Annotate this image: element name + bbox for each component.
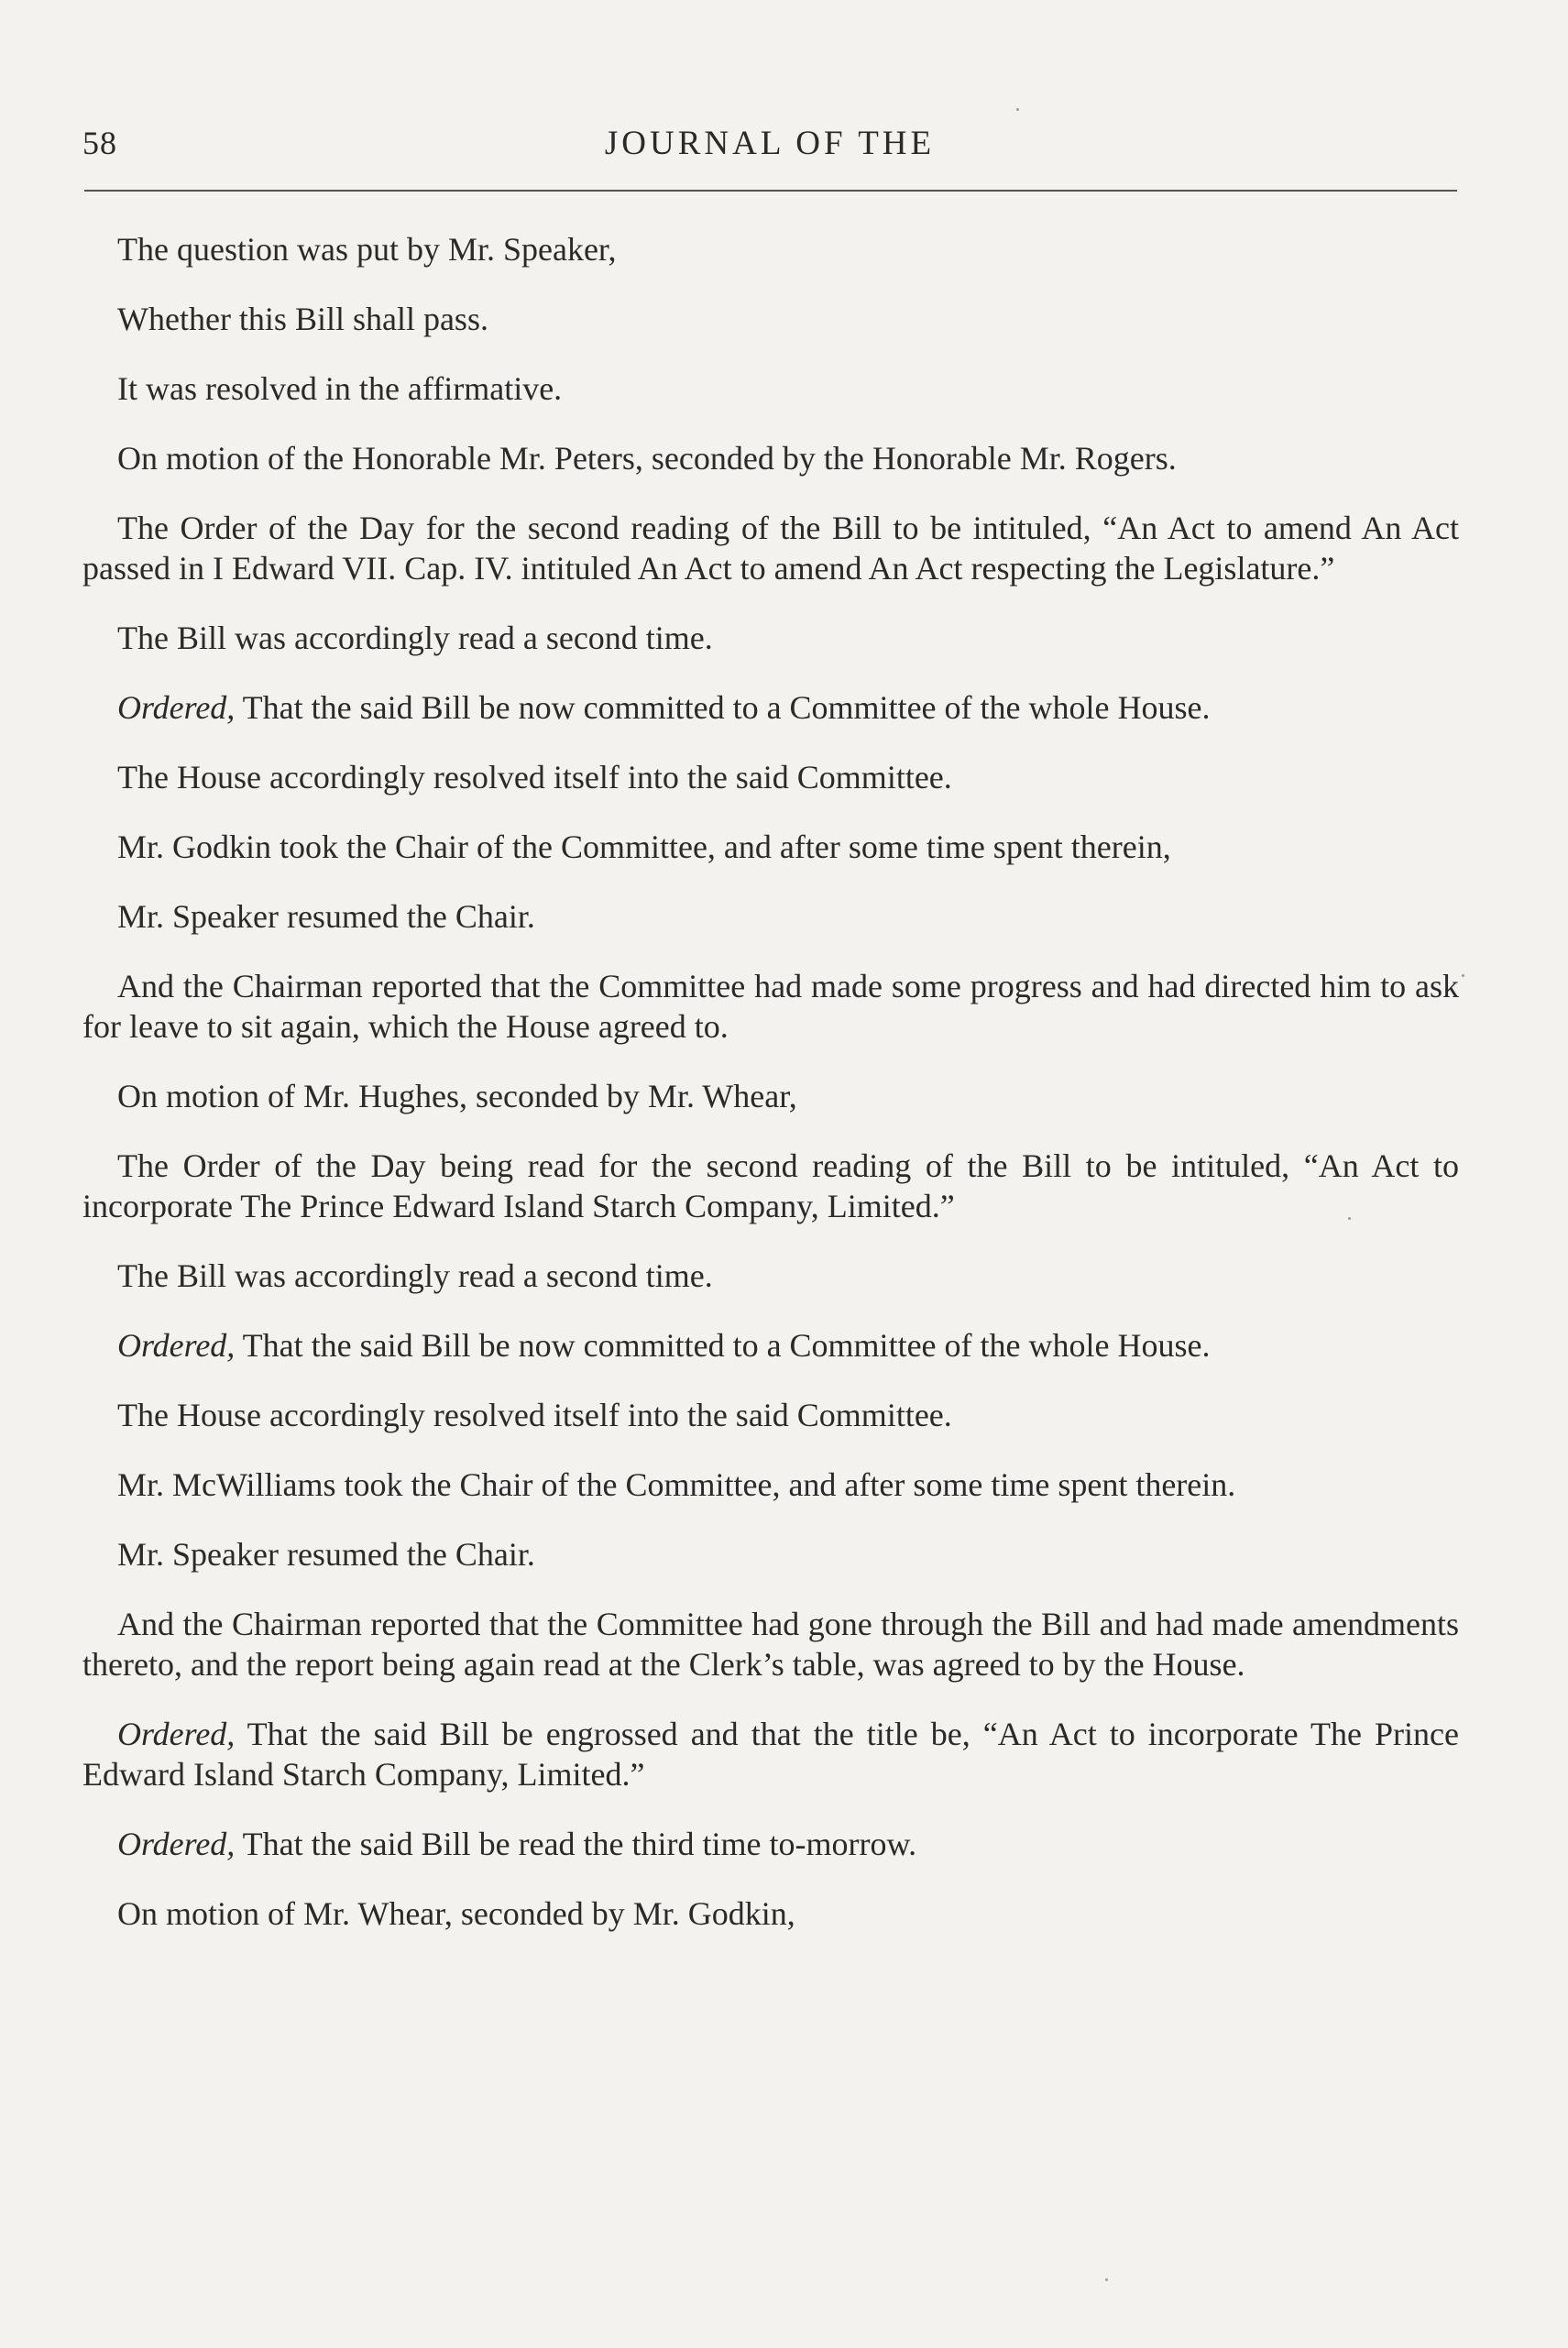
paragraph-text: Mr. Speaker resumed the Chair. [117,1536,535,1573]
paragraph-text: Mr. McWilliams took the Chair of the Committee, and after some time spent therein. [117,1466,1236,1503]
ordered-lead: Ordered, [117,1327,236,1364]
paragraph-text: The Order of the Day for the second reading of the Bill to be intituled, “An Act to amend An Act passed in I Edward VII. Cap. IV. intituled An Act to amend An Act respecting the Legislature.” [82,510,1459,587]
paragraph-text: The House accordingly resolved itself into the said Committee. [117,759,952,795]
page-number: 58 [82,125,117,161]
paragraph-text: Mr. Speaker resumed the Chair. [117,898,535,935]
paragraph-text: The Order of the Day being read for the second reading of the Bill to be intituled, “An Act to incorporate The Prince Edward Island Starch Company, Limited.” [82,1147,1459,1224]
paragraph [82,1824,1459,1864]
paragraph-text: And the Chairman reported that the Committee had made some progress and had directed him to ask for leave to sit again, which the House agreed to. [82,968,1459,1045]
paragraph-text: That the said Bill be read the third time to-morrow. [235,1826,917,1862]
paragraph [82,438,1459,478]
paragraph-text: The Bill was accordingly read a second time. [117,1257,713,1294]
paragraph [82,508,1459,588]
paper-speck [1462,974,1464,977]
paragraph-text: That the said Bill be now committed to a Committee of the whole House. [235,689,1211,726]
journal-title: JOURNAL OF THE [604,125,936,162]
paragraph [82,757,1459,797]
paragraph [82,1465,1459,1505]
paragraph [82,1146,1459,1226]
paragraph-text: That the said Bill be now committed to a Committee of the whole House. [235,1327,1211,1364]
ordered-lead: Ordered, [117,1716,236,1752]
paragraph-text: Whether this Bill shall pass. [117,301,488,337]
paragraph [82,1534,1459,1574]
paper-speck [1016,108,1019,111]
paragraph [82,827,1459,867]
paragraph [82,618,1459,658]
paragraph [82,229,1459,269]
paragraph-text: The Bill was accordingly read a second time. [117,620,713,656]
paragraph [82,687,1459,728]
ordered-lead: Ordered, [117,689,236,726]
header-rule [84,190,1457,192]
paragraph-text: The House accordingly resolved itself into the said Committee. [117,1397,952,1433]
paragraph-text: On motion of the Honorable Mr. Peters, seconded by the Honorable Mr. Rogers. [117,440,1177,477]
paragraph [82,1893,1459,1934]
paragraph [82,368,1459,409]
paragraph [82,1256,1459,1296]
paragraph [82,1325,1459,1366]
paper-speck [1348,1217,1351,1220]
paragraph-text: It was resolved in the affirmative. [117,370,563,407]
paragraph [82,299,1459,339]
paper-speck [1105,2278,1108,2281]
paragraph [82,1395,1459,1435]
paragraph-text: The question was put by Mr. Speaker, [117,231,617,268]
paragraph-text: And the Chairman reported that the Committee had gone through the Bill and had made amendments thereto, and the report being again read at the Clerk’s table, was agreed to by the House. [82,1606,1459,1683]
paragraph-text: On motion of Mr. Hughes, seconded by Mr. Whear, [117,1078,797,1114]
body-text [82,229,1459,1963]
paragraph [82,966,1459,1047]
paragraph [82,1714,1459,1794]
paragraph [82,1604,1459,1684]
paragraph-text: That the said Bill be engrossed and that the title be, “An Act to incorporate The Prince Edward Island Starch Company, Limited.” [82,1716,1459,1793]
running-head [82,124,1457,170]
paragraph-text: Mr. Godkin took the Chair of the Committee, and after some time spent therein, [117,828,1171,865]
ordered-lead: Ordered, [117,1826,236,1862]
paragraph [82,1076,1459,1116]
paragraph [82,896,1459,937]
paragraph-text: On motion of Mr. Whear, seconded by Mr. Godkin, [117,1895,795,1932]
